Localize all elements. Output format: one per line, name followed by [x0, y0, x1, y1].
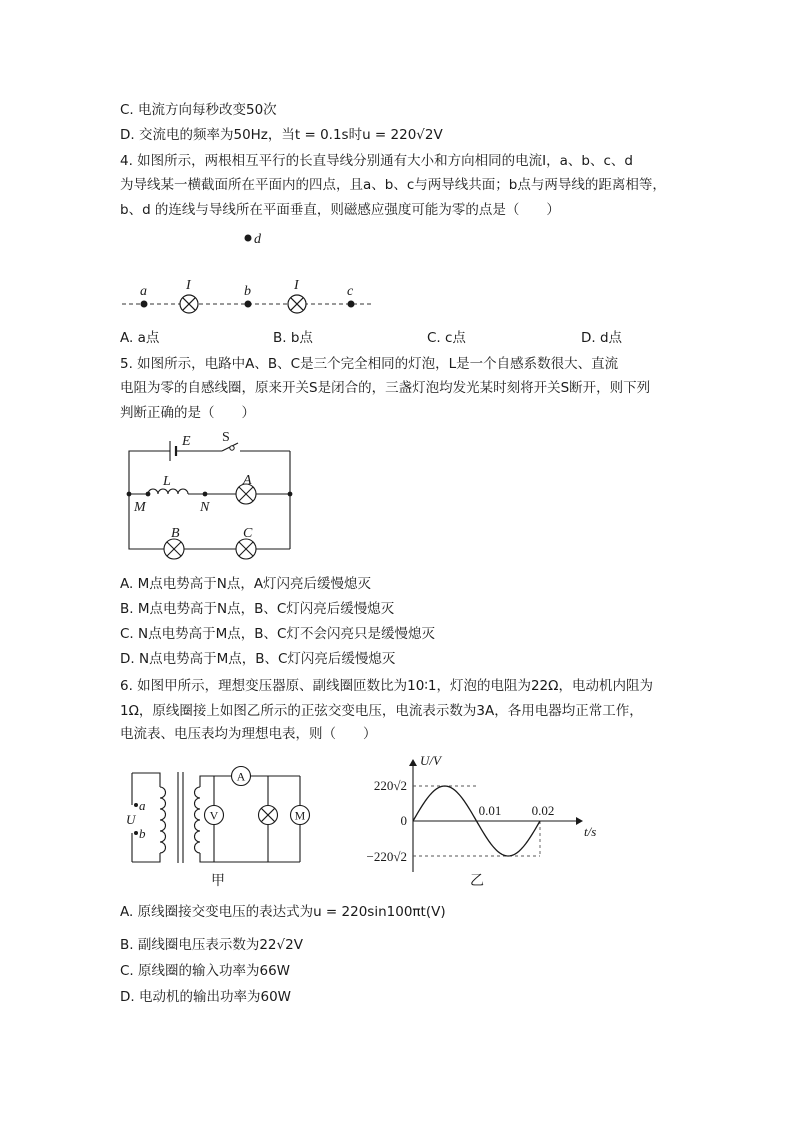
q6-option-c: C. 原线圈的输入功率为66W [120, 963, 291, 979]
q5-stem-line2: 电阻为零的自感线圈，原来开关S是闭合的，三盏灯泡均发光某时刻将开关S断开，则下列 [120, 380, 651, 396]
q6-stem-line3: 电流表、电压表均为理想电表，则（ ） [120, 726, 377, 742]
label-s: S [222, 430, 230, 445]
label-m: M [134, 500, 146, 515]
q6-option-a: A. 原线圈接交变电压的表达式为u = 220sin100πt(V) [120, 904, 446, 920]
q6-stem-line2: 1Ω，原线圈接上如图乙所示的正弦交变电压，电流表示数为3A，各用电器均正常工作， [120, 703, 643, 719]
q3-option-c: C. 电流方向每秒改变50次 [120, 102, 277, 118]
q4-stem-line2: 为导线某一横截面所在平面内的四点，且a、b、c与两导线共面；b点与两导线的距离相等， [120, 177, 666, 193]
label-lamp-b: B [171, 526, 180, 541]
caption-yi: 乙 [470, 874, 484, 889]
label-u: U [126, 812, 136, 827]
q4-stem-line3: b、d 的连线与导线所在平面垂直，则磁感应强度可能为零的点是（ ） [120, 202, 560, 218]
label-terminal-b: b [139, 826, 146, 841]
q3-option-d: D. 交流电的频率为50Hz，当t = 0.1s时u = 220√2V [120, 127, 443, 143]
q5-option-c: C. N点电势高于M点，B、C灯不会闪亮只是缓慢熄灭 [120, 626, 435, 642]
label-current-1: I [186, 278, 191, 293]
label-e: E [182, 434, 191, 449]
label-a: a [140, 284, 147, 299]
q4-option-a: A. a点 [120, 330, 160, 346]
label-l: L [163, 474, 171, 489]
y-zero-label: 0 [400, 813, 407, 828]
t1-label: 0.01 [478, 803, 502, 818]
q5-option-b: B. M点电势高于N点，B、C灯闪亮后缓慢熄灭 [120, 601, 395, 617]
label-terminal-a: a [139, 798, 146, 813]
q4-option-b: B. b点 [273, 330, 313, 346]
q6-option-b: B. 副线圈电压表示数为22√2V [120, 937, 303, 953]
q4-stem-line1: 4. 如图所示，两根相互平行的长直导线分别通有大小和方向相同的电流I，a、b、c、d [120, 153, 633, 169]
q5-stem-line1: 5. 如图所示，电路中A、B、C是三个完全相同的灯泡，L是一个自感系数很大、直流 [120, 356, 619, 372]
label-lamp-a: A [243, 473, 252, 488]
y-min-label: −220√2 [366, 849, 407, 864]
label-n: N [200, 500, 210, 515]
voltmeter-label: V [209, 808, 219, 823]
q5-stem-line3: 判断正确的是（ ） [120, 405, 255, 421]
label-d: d [254, 232, 261, 247]
ammeter-label: A [236, 769, 246, 784]
q4-option-d: D. d点 [581, 330, 623, 346]
y-axis-label: U/V [420, 753, 441, 768]
q5-option-d: D. N点电势高于M点，B、C灯闪亮后缓慢熄灭 [120, 651, 396, 667]
t2-label: 0.02 [531, 803, 555, 818]
x-axis-label: t/s [584, 824, 597, 839]
motor-label: M [294, 808, 306, 823]
label-c: c [347, 284, 354, 299]
label-b: b [244, 284, 251, 299]
y-max-label: 220√2 [373, 778, 407, 793]
label-current-2: I [294, 278, 299, 293]
q4-option-c: C. c点 [427, 330, 466, 346]
label-lamp-c: C [243, 526, 253, 541]
caption-jia: 甲 [211, 874, 225, 889]
q5-option-a: A. M点电势高于N点，A灯闪亮后缓慢熄灭 [120, 576, 372, 592]
q6-stem-line1: 6. 如图甲所示，理想变压器原、副线圈匝数比为10∶1，灯泡的电阻为22Ω，电动机内阻为 [120, 678, 653, 694]
q6-option-d: D. 电动机的输出功率为60W [120, 989, 292, 1005]
